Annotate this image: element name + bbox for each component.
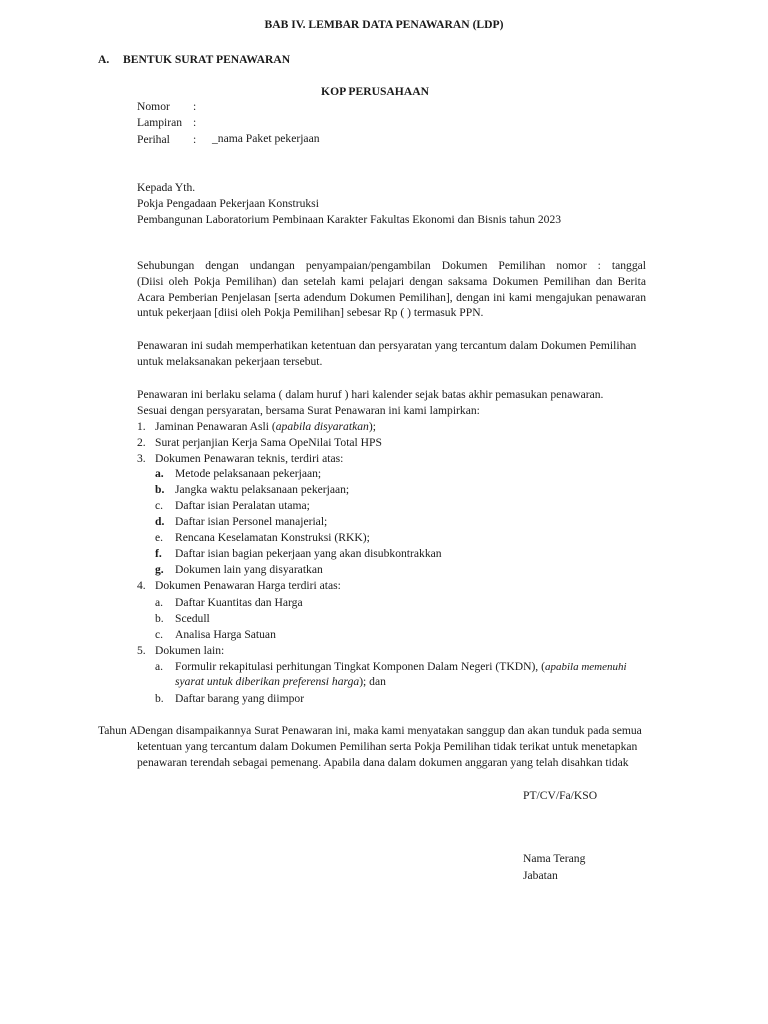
margin-note: Tahun A	[98, 724, 138, 737]
para3-line2: Sesuai dengan persyaratan, bersama Surat Penawaran ini kami lampirkan:	[137, 404, 480, 417]
sublist-item: e. Rencana Keselamatan Konstruksi (RKK);	[155, 531, 370, 544]
perihal-label: Perihal	[137, 133, 170, 146]
list-item: 1. Jaminan Penawaran Asli (apabila disyaratkan);	[137, 420, 376, 433]
closing-line2: ketentuan yang tercantum dalam Dokumen Pemilihan serta Pokja Pemilihan tidak terikat untuk menetapkan	[137, 740, 638, 753]
overlap-text: Nilai Total HPS	[308, 436, 382, 449]
nomor-colon: :	[193, 100, 197, 113]
sublist-item-continued: syarat untuk diberikan preferensi harga); dan	[175, 675, 386, 688]
para1-line1: Sehubungan dengan undangan penyampaian/pengambilan Dokumen Pemilihan nomor : tanggal	[137, 259, 646, 272]
recipient-greeting: Kepada Yth.	[137, 181, 196, 194]
recipient-name: Pokja Pengadaan Pekerjaan Konstruksi	[137, 197, 319, 210]
nomor-label: Nomor	[137, 100, 170, 113]
company-type: PT/CV/Fa/KSO	[523, 789, 598, 802]
sublist-item: a. Formulir rekapitulasi perhitungan Tingkat Komponen Dalam Negeri (TKDN), (apabila memenuhi	[155, 660, 627, 673]
sublist-item: a. Metode pelaksanaan pekerjaan;	[155, 467, 322, 480]
sublist-item: b. Daftar barang yang diimpor	[155, 692, 305, 705]
para1-line2: (Diisi oleh Pokja Pemilihan) dan setelah kami pelajari dengan saksama Dokumen Pemilihan dan Berita	[137, 275, 646, 288]
signatory-name: Nama Terang	[523, 852, 586, 865]
sublist-item: c. Analisa Harga Satuan	[155, 628, 276, 641]
list-item: 4. Dokumen Penawaran Harga terdiri atas:	[137, 579, 341, 592]
closing-line1: Dengan disampaikannya Surat Penawaran ini, maka kami menyatakan sanggup dan akan tunduk pada semua	[137, 724, 642, 737]
lampiran-colon: :	[193, 116, 197, 129]
signatory-position: Jabatan	[523, 869, 558, 882]
section-title: BENTUK SURAT PENAWARAN	[123, 53, 291, 66]
list-item: 2. Surat perjanjian Kerja Sama OpeNilai Total HPS	[137, 436, 382, 449]
recipient-project: Pembangunan Laboratorium Pembinaan Karakter Fakultas Ekonomi dan Bisnis tahun 2023	[137, 213, 562, 226]
para2-line2: untuk melaksanakan pekerjaan tersebut.	[137, 355, 323, 368]
lampiran-label: Lampiran	[137, 116, 183, 129]
para3-line1: Penawaran ini berlaku selama ( dalam huruf ) hari kalender sejak batas akhir pemasukan penawaran.	[137, 388, 604, 401]
list-item: 3. Dokumen Penawaran teknis, terdiri atas:	[137, 452, 344, 465]
list-item: 5. Dokumen lain:	[137, 644, 225, 657]
perihal-value: _nama Paket pekerjaan	[212, 132, 320, 145]
page-title: BAB IV. LEMBAR DATA PENAWARAN (LDP)	[264, 18, 504, 31]
sublist-item: a. Daftar Kuantitas dan Harga	[155, 596, 303, 609]
kop-perusahaan: KOP PERUSAHAAN	[321, 85, 429, 98]
para2-line1: Penawaran ini sudah memperhatikan ketentuan dan persyaratan yang tercantum dalam Dokumen Pemilihan	[137, 339, 637, 352]
sublist-item: b. Scedull	[155, 612, 210, 625]
sublist-item: f. Daftar isian bagian pekerjaan yang akan disubkontrakkan	[155, 547, 442, 560]
perihal-colon: :	[193, 133, 197, 146]
para1-line4: untuk pekerjaan [diisi oleh Pokja Pemilihan] sebesar Rp ( ) termasuk PPN.	[137, 306, 484, 319]
section-letter: A.	[98, 53, 110, 66]
sublist-item: d. Daftar isian Personel manajerial;	[155, 515, 328, 528]
closing-line3: penawaran terendah sebagai pemenang. Apabila dana dalam dokumen anggaran yang telah disahkan tidak	[137, 756, 629, 769]
para1-line3: Acara Pemberian Penjelasan [serta adendum Dokumen Pemilihan], dengan ini kami mengajukan penawaran	[137, 291, 646, 304]
sublist-item: c. Daftar isian Peralatan utama;	[155, 499, 310, 512]
sublist-item: g. Dokumen lain yang disyaratkan	[155, 563, 323, 576]
sublist-item: b. Jangka waktu pelaksanaan pekerjaan;	[155, 483, 350, 496]
